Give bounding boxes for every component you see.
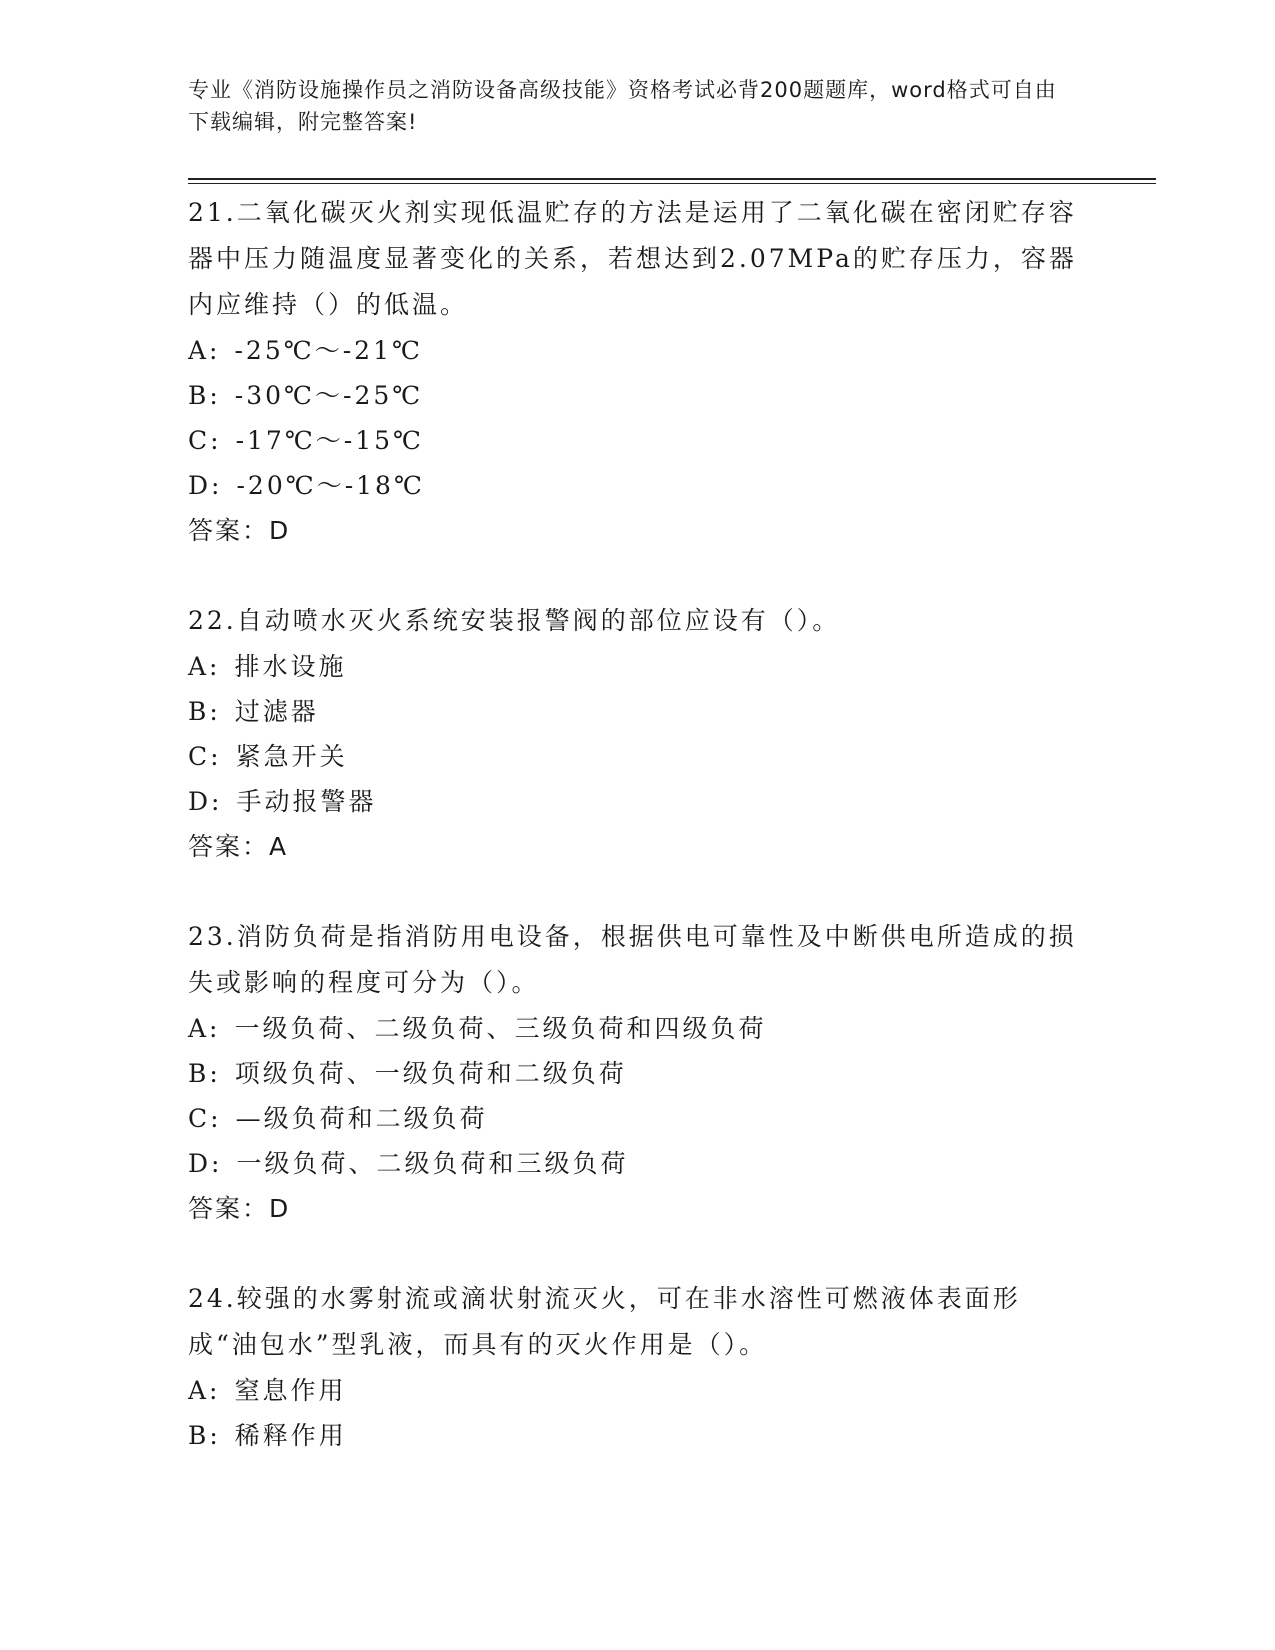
option-text: 项级负荷、一级负荷和二级负荷 (234, 1059, 627, 1088)
question-24 (188, 1276, 1088, 1458)
question-stem: 24.较强的水雾射流或滴状射流灭火，可在非水溶性可燃液体表面形成“油包水”型乳液，而具有的灭火作用是（）。 (188, 1284, 1021, 1359)
option-letter: B: (188, 381, 221, 410)
option-letter: B: (188, 1059, 221, 1088)
option-a (188, 1368, 1088, 1413)
option-d (188, 779, 1088, 824)
option-letter: D: (188, 1149, 223, 1178)
answer-line: 答案：A (188, 832, 289, 861)
option-letter: C: (188, 1104, 222, 1133)
option-text: 稀释作用 (234, 1421, 347, 1450)
answer-line: 答案：D (188, 516, 291, 545)
option-b (188, 1413, 1088, 1458)
header-divider (188, 178, 1156, 180)
option-letter: A: (188, 1014, 221, 1043)
option-c (188, 1096, 1088, 1141)
option-letter: C: (188, 742, 222, 771)
option-text: -30℃～-25℃ (234, 381, 424, 410)
option-a (188, 644, 1088, 689)
document-header: 专业《消防设施操作员之消防设备高级技能》资格考试必背200题题库，word格式可自由下载编辑，附完整答案! (188, 78, 1057, 134)
option-letter: D: (188, 471, 223, 500)
question-22 (188, 598, 1088, 870)
option-text: -25℃～-21℃ (234, 336, 423, 365)
header-divider-thin (188, 183, 1156, 184)
option-letter: A: (188, 336, 221, 365)
option-text: 一级负荷、二级负荷和三级负荷 (236, 1149, 629, 1178)
option-b (188, 689, 1088, 734)
option-a (188, 328, 1088, 373)
option-text: -17℃～-15℃ (235, 426, 425, 455)
option-letter: B: (188, 697, 221, 726)
option-text: 过滤器 (234, 697, 319, 726)
question-stem: 22.自动喷水灭火系统安装报警阀的部位应设有（）。 (188, 606, 841, 635)
option-text: -20℃～-18℃ (236, 471, 425, 500)
option-letter: A: (188, 1376, 221, 1405)
answer-line: 答案：D (188, 1194, 291, 1223)
option-b (188, 373, 1088, 418)
option-letter: D: (188, 787, 223, 816)
question-23 (188, 914, 1088, 1232)
option-d (188, 1141, 1088, 1186)
option-d (188, 463, 1088, 508)
option-letter: C: (188, 426, 222, 455)
question-stem: 21.二氧化碳灭火剂实现低温贮存的方法是运用了二氧化碳在密闭贮存容器中压力随温度显著变化的关系，若想达到2.07MPa的贮存压力，容器内应维持（）的低温。 (188, 198, 1077, 319)
option-text: 窒息作用 (234, 1376, 347, 1405)
option-text: 一级负荷、二级负荷、三级负荷和四级负荷 (234, 1014, 767, 1043)
option-c (188, 734, 1088, 779)
option-text: 紧急开关 (235, 742, 348, 771)
option-letter: A: (188, 652, 221, 681)
option-letter: B: (188, 1421, 221, 1450)
option-a (188, 1006, 1088, 1051)
option-text: —级负荷和二级负荷 (235, 1104, 488, 1133)
option-c (188, 418, 1088, 463)
question-list (188, 190, 1088, 1502)
question-stem: 23.消防负荷是指消防用电设备，根据供电可靠性及中断供电所造成的损失或影响的程度可分为（）。 (188, 922, 1077, 997)
question-21 (188, 190, 1088, 554)
option-b (188, 1051, 1088, 1096)
option-text: 排水设施 (234, 652, 347, 681)
option-text: 手动报警器 (236, 787, 377, 816)
